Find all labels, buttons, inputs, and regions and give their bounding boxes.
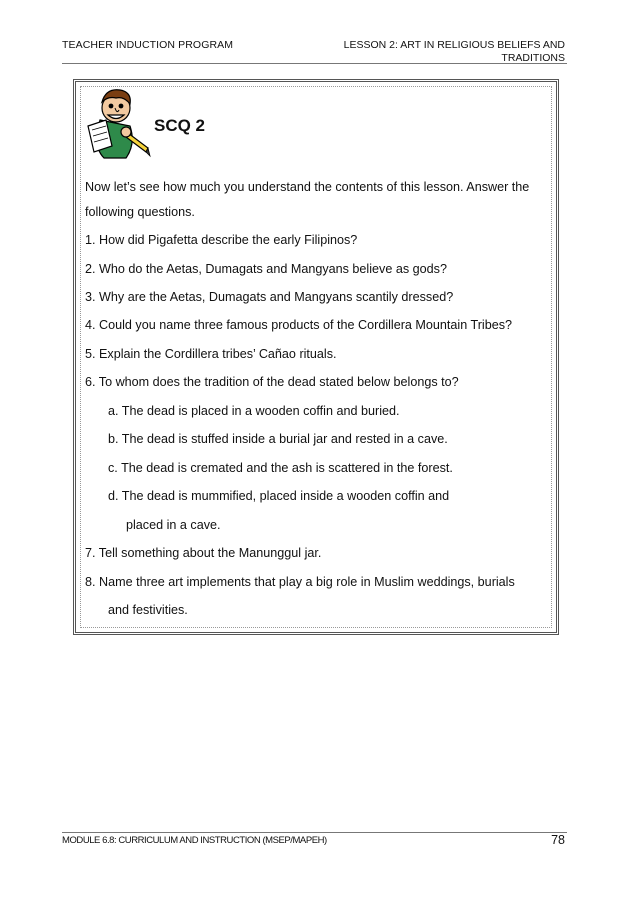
option-d-continued: placed in a cave. [126, 518, 221, 532]
page-header-right [318, 39, 565, 65]
question-2: 2. Who do the Aetas, Dumagats and Mangyans believe as gods? [85, 262, 447, 276]
option-c: c. The dead is cremated and the ash is scattered in the forest. [108, 461, 453, 475]
intro-line-2: following questions. [85, 205, 195, 219]
question-3: 3. Why are the Aetas, Dumagats and Mangyans scantily dressed? [85, 290, 454, 304]
page-header-left: TEACHER INDUCTION PROGRAM [62, 39, 234, 51]
question-6: 6. To whom does the tradition of the dead stated below belongs to? [85, 375, 459, 389]
question-1: 1. How did Pigafetta describe the early Filipinos? [85, 233, 358, 247]
intro-line-1: Now let’s see how much you understand the contents of this lesson. Answer the [85, 180, 530, 194]
question-5: 5. Explain the Cordillera tribes’ Cañao rituals. [85, 347, 337, 361]
question-8: 8. Name three art implements that play a big role in Muslim weddings, burials [85, 575, 515, 589]
question-7: 7. Tell something about the Manunggul jar. [85, 546, 322, 560]
option-a: a. The dead is placed in a wooden coffin and buried. [108, 404, 400, 418]
footer-divider [62, 832, 567, 833]
header-right-line2: TRADITIONS [501, 52, 565, 64]
option-b: b. The dead is stuffed inside a burial jar and rested in a cave. [108, 432, 448, 446]
question-4: 4. Could you name three famous products of the Cordillera Mountain Tribes? [85, 318, 513, 332]
header-right-line1: LESSON 2: ART IN RELIGIOUS BELIEFS AND [343, 39, 565, 51]
footer-page-number: 78 [551, 833, 565, 847]
footer-module: MODULE 6.8: CURRICULUM AND INSTRUCTION (MSEP/MAPEH) [62, 835, 327, 846]
option-d: d. The dead is mummified, placed inside a wooden coffin and [108, 489, 450, 503]
teacher-mascot-icon [86, 86, 152, 160]
header-divider [62, 63, 567, 64]
activity-title: SCQ 2 [154, 116, 206, 135]
question-8-continued: and festivities. [108, 603, 188, 617]
